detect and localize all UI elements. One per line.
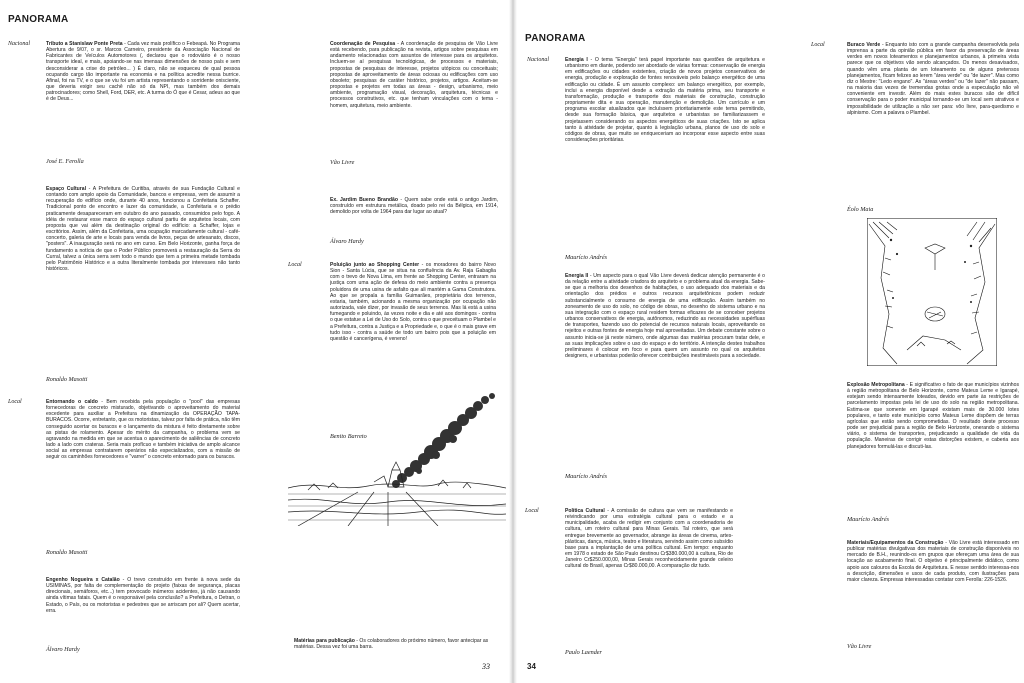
article-body: - É significativo o fato de que municípios vizinhos à região metropolitana de Belo Horizonte, como Mateus Leme e Igarapé, estejam sendo intensamente loteados, devido em parte às restrições de parcelamento impostas pela lei de uso do solo na região metropolitana. Estima-se que somente em Igarapé existam mais de 30.000 lotes populares, e tanto este município como Mateus Leme dispõem de terras agrícolas que estão sendo comprometidas. O resultado deste processo pode ser prejudicial para a região de Belo Horizonte, onerando o sistema viário, o sistema de transportes, prejudicando a qualidade de vida da população. Maneiras de corrigir estas distorções existem, e caberia aos planejadores formulá-las e discuti-las.	[847, 382, 1019, 450]
tag-local: Local	[8, 399, 22, 405]
article-author: Ronaldo Masotti	[46, 376, 88, 383]
caption-body: - Os colaboradores do próximo número, favor antecipar as matérias. Dessa vez foi uma barra.	[294, 638, 489, 651]
article-author: Paulo Laender	[565, 649, 602, 656]
pit-illustration	[867, 218, 997, 366]
article-explosao-metropolitana	[847, 382, 1019, 502]
article-body: - O tema "Energia" terá papel importante nas questões de arquitetura e urbanismo em diante, podendo ser abordado de várias formas: conservação de energia em edificações ou cidades existentes, criação de novos projetos conservativos de energia, produção e exploração de fontes renováveis pelo balanço energético de uma edificação ou cidade. É um assunto complexo: um balanço energético, por exemplo, inclui a energia disponível desde a extração da matéria prima, seu transporte e transformação, produção e transporte dos materiais de construção, construção propriamente dita e sua operação, manutenção e demolição. Um currículo e um programa escolar atualizados que incluíssem prioritariamente este tema permitindo, desde sua formação básica, que arquitetos e urbanistas se familiarizassem e projetassem considerando os aspectos energéticos de suas criações. Isto se aplica tanto à atividade de projetar, quanto à legislação urbana, planos de uso do solo e códigos de obras, que muito se enriqueceriam ao incorporar esse aspecto entre suas considerações prioritárias.	[565, 57, 765, 144]
article-coordenacao	[330, 41, 498, 159]
article-heading: Tributo a Stanislaw Ponte Preta	[46, 41, 123, 47]
article-heading: Explosão Metropolitana	[847, 382, 905, 388]
article-author: Álvaro Hardy	[46, 646, 80, 653]
section-title: PANORAMA	[8, 14, 69, 25]
article-buraco-verde	[847, 42, 1019, 204]
article-tributo	[46, 41, 240, 153]
article-body: - A coordenação de pesquisa de Vão Livre está recebendo, para publicação na revista, artigos sobre pesquisas em andamento relacionadas com assuntos de interesse para os arquitetos. Incluem-se aí pesquisas tecnológicas, de processos e materiais, propostas de pesquisas de interesse, projetos utópicos ou conceituais; propostas de aproveitamento de áreas ociosas ou edificações com uso obsoleto; pesquisas de caráter histórico, projetos, artigos. Aceitam-se propostas e projetos em todas as áreas - design, urbanismo, meio ambiente, programação visual, decoração, arquitetura, técnicas e processos construtivos, etc. que tenham vinculações com o tema - homem, arquitetura, meio ambiente.	[330, 41, 498, 109]
article-author: Maurício Andrés	[847, 516, 889, 523]
right-page	[515, 0, 1024, 683]
article-heading: Energia I	[565, 57, 588, 63]
page-number: 33	[482, 662, 490, 671]
article-author: Benito Barreto	[330, 433, 367, 440]
section-title: PANORAMA	[525, 33, 586, 44]
article-author: Ronaldo Masotti	[46, 549, 88, 556]
article-author: Maurício Andrés	[565, 473, 607, 480]
article-engenho-nogueira	[46, 577, 240, 639]
article-body: - Quem sabe onde está o antigo Jardim, construído em estrutura metálica, doado pelo rei da Bélgica, em 1914, demolido por volta de 1964 para dar lugar ao atual?	[330, 197, 498, 216]
article-energia-2	[565, 273, 765, 469]
article-author: Vão Livre	[847, 643, 872, 650]
article-materiais	[847, 540, 1019, 632]
article-heading: Buraco Verde	[847, 42, 881, 48]
article-politica-cultural	[565, 508, 733, 642]
article-author: José E. Ferolla	[46, 158, 84, 165]
article-heading: Materiais/Equipamentos da Construção	[847, 540, 944, 546]
article-heading: Entornando o caldo	[46, 399, 98, 405]
figure-caption	[294, 638, 506, 650]
article-body: - os moradores do bairro Novo Sion - Santa Lúcia, que se situa na confluência da Av. Raja Gabaglia com o trevo de Nova Lima, em frente ao Shopping Center, entraram na justiça com uma ação de defesa do meio ambiente contra a presença poluidora de uma usina de asfalto que ali mantém a Gama Construtora. Ao que se propala a família Guimarães, proprietária dos terrenos, estaria, também, acionando a mesma organização por ocupação não autorizada, vale dizer, por invasão de seus terrenos. Mas lá está a usina fumegando e poluindo, às vezes noite e dia e até aos domingos - contra o que estatue a Lei de Uso do Solo, contra o que preceituam o Plambel e a Prefeitura, contra a Justiça e a Propriedade e, o que é o mais grave em tudo isso - contra a saúde de todo um bairro pois que a poluição em questão é cancerígena, é veneno!	[330, 262, 496, 342]
article-author: Vão Livre	[330, 159, 355, 166]
article-body: - Enquanto isto com a grande campanha desenvolvida pela imprensa a parte da opinião pública em favor da preservação de áreas verdes em novos loteamentos e planejamentos urbanos, à primeira vista parece que os objetivos vão sendo alcançados. Os menos desavisados, quando vêm uma planta de um loteamento ou de alguns pretensos planejamentos, ficam felizes ao lerem "área verde" ou "de lazer". Mas como diz o Mestre: "Ledo engano". As "áreas verdes" ou "de lazer" não passam, na maioria das vezes de tremendas grotas onde a especulação não vê conveniente em investir. Além do mais estes buracos são de difícil conservação para o poder municipal tornando-se um local sem atrativos e impossibilidade de utilização a não ser para: vôo livre, para-quedismo e alpinismo. Com a palavra o Plambel.	[847, 42, 1019, 116]
article-heading: Engenho Nogueira x Catalão	[46, 577, 120, 583]
left-page	[0, 0, 510, 683]
article-body: - Cada vez mais prolífico o Febeapá. No Programa Abertura de 9/07, o sr. Marcos Carneiro, presidente da Associação Nacional de Fabricantes de Veículos Automotores (, declarou que o rodoviário é o nosso transporte ideal, e mais, apoiando-se nas imensas dimensões de nosso país e sem desconsiderar a crise do petróleo... ) É claro, não se esqueceu de qual pessoa ocupando cargo tão importante na economia e na política acredite nessa burrice. Afinal, foi na TV, e o que se viu foi um artista representando o sorridente onisciente, que deveria exigir seu cachê não só da NPI, mas também dos demais patrocinadores; como Shell, Ford, DER, etc. A turma do Ó que é Cesar, adeus ao que é de Deus...	[46, 41, 240, 103]
page-number: 34	[527, 662, 536, 671]
article-body: - O trevo construído em frente à nova sede da USIMINAS, por falta de complementação do projeto (faixas de segurança, placas direcionais, semáforos, etc...) tem provocado inúmeros acidentes, já não causando ainda vítimas fatais. Quem é o responsável pela conclusão? a Prefeitura, o Detran, o Estado, o País, ou os motoristas e pedestres que se arriscam por ali? Quem acertar, erra.	[46, 577, 240, 614]
article-body: - Vão Livre está interessado em publicar matérias divulgativas dos materiais de construção disponíveis no mercado de B.H., reunindo-os em grupos que ofereçam uma área de sua locação ao acabamento final. O objetivo é principalmente didático, como apoio aos calouros da Escola de Arquitetura. E nesse sentido interessa-nos a descrição, dimensões e usos de cada produto, com ilustrações para maior clareza. Empresas interessadas contatar com Ferolla: 226-1526.	[847, 540, 1019, 583]
caption-heading: Matérias para publicação	[294, 638, 355, 644]
article-heading: Espaço Cultural	[46, 186, 87, 192]
tag-local: Local	[525, 508, 539, 514]
tag-local: Local	[811, 42, 825, 48]
article-heading: Ex. Jardim Bueno Brandão	[330, 197, 398, 203]
tag-nacional: Nacional	[8, 41, 30, 47]
article-espaco-cultural	[46, 186, 240, 372]
article-author: Maurício Andrés	[565, 254, 607, 261]
article-author: Éolo Maia	[847, 206, 874, 213]
article-heading: Coordenação de Pesquisa	[330, 41, 396, 47]
article-heading: Política Cultural	[565, 508, 605, 514]
article-body: - A Prefeitura de Curitiba, através de sua Fundação Cultural e contando com amplo apoio da Comunidade, bancos e empresas, vem de assumir a recuperação do edifício onde, durante 40 anos, funcionou a Confeitaria Schaffer. Tradicional ponto de encontro e lazer da comunidade, a Confeitaria e o prédio praticamente desapareceram em outubro do ano passado, consumidos pelo fogo. A idéia de restaurar esse marco do espaço cultural partiu de arquitetos locais, com proposta que vai além da destinação original do edifício: a Schaffer, lojas e escritórios. Assim, além da Confeitaria, uma ocupação marcadamente cultural - café-concerto, galeria de arte e locais para venda de livros, peças de artesanato, discos, "posters". A inauguração será no ano em curso. Em Belo Horizonte, ganha força de fundamento a notícia de que o Poder Público promoverá a restauração da Serra do Curral, talvez a única serra sem todo o mundo que tem a primeira metade tombada pelo Patrimônio Histórico e a outra literalmente tombada por interesses não tanto históricos.	[46, 186, 240, 273]
article-heading: Energia II	[565, 273, 589, 279]
article-energia-1	[565, 57, 765, 250]
article-jardim	[330, 197, 498, 234]
article-entornando	[46, 399, 240, 543]
article-heading: Poluição junto ao Shopping Center	[330, 262, 420, 268]
tag-local: Local	[288, 262, 302, 268]
article-body: - A comissão de cultura que vem se manifestando e reivindicando por uma estratégia cultural para o estado e a municipalidade, acaba de redigir em conjunto com a coordenadoria de cultura, um roteiro cultural para Minas Gerais. Tal roteiro, que será entregue brevemente ao governador, abrange às áreas de cinema, artes-plásticas, dança, música, teatro e literatura, servindo assim como subsídio base para a implantação de uma política cultural. Em tempo: enquanto em 1978 o estado de São Paulo destinou Cr$380.000,00 à cultura, Rio de Janeiro Cr$250.000,00, Minas Gerais reconhecidamente grande celeiro cultural do Brasil, apenas Cr$80.000,00. A comparação diz tudo.	[565, 508, 733, 570]
tag-nacional: Nacional	[527, 57, 549, 63]
pollution-illustration	[288, 392, 506, 526]
article-body: - Bem recebida pela população o "pool" das empresas fornecedoras de concreto misturado, objetivando o aproveitamento do material excedente para auxiliar a Prefeitura na dinamização da OPERAÇÃO TAPA-BURACOS. Ocorre, entretanto, que os motoristas, talvez por falta de prática, não têm conseguido acertar os buracos e o lançamento da mistura é feito diretamente sobre as pistas de rolamento. Apesar do mérito da campanha, o problema vem se agravando na medida em que se acentua o aparecimento de saliências de concreto lado a lado com crateras. Seria mais profícuo e também iniciativa de amplo alcance social as empresas contratarem operários não especializados, com a missão de seguir os caminhões fornecedores e "varrer" o concreto entornado para os buracos.	[46, 399, 240, 461]
article-author: Álvaro Hardy	[330, 238, 364, 245]
article-body: - Um aspecto para o qual Vão Livre deverá dedicar atenção permanente é o da relação entre a atividade criadora do arquiteto e o problema atual da energia. Sabe-se que a melhoria dos desenhos de habitações, o uso adequado dos materiais e da orientação dos prédios e outros recursos arquitetônicos podem reduzir substancialmente o consumo de energia de uma edificação. Assim também no zoneamento de uso do solo, no código de obras, no desenho do sistema urbano e na sua integração com o espaço rural residem formas eficazes de se conceber projetos urbanos conservativos de energia, autônomos, reduzindo as necessidades supérfluas de transportes, fazendo uso do potencial de recursos naturais locais, aproveitando os rejeitos e outras fontes de energia hoje mal aproveitadas. Um debate constante sobre o assunto inicia-se já neste número, onde algumas das matérias procuram tratar dele, e as suas implicações sobre o uso do espaço e do território. A intenção destes trabalhos preliminares é colocar em foco e para quem um assunto no qual os arquitetos designers, e urbanistas poderão oferecer contribuições inestimáveis para a sociedade.	[565, 273, 765, 360]
